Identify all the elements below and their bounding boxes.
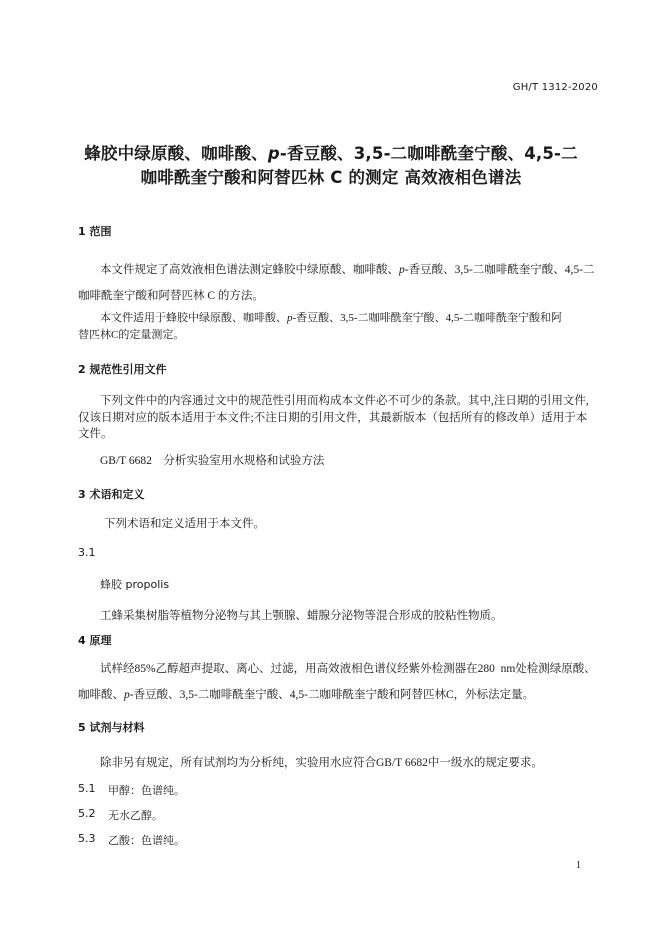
- s1-p1-line1: [100, 261, 595, 277]
- s4-line1: 试样经85%乙醇超声提取、离心、过滤，用高效液相色谱仪经紫外检测器在280 nm处检测绿原酸、: [100, 663, 596, 675]
- section-5-heading: 5 试剂与材料: [78, 721, 145, 734]
- title-line-1: [0, 140, 662, 164]
- s2-normative-reference: GB/T 6682 分析实验室用水规格和试验方法: [100, 455, 325, 467]
- s1-p2-line1-a: 本文件适用于蜂胶中绿原酸、咖啡酸、: [100, 312, 287, 324]
- s1-p2-line1-b: -香豆酸、3,5-二咖啡酰奎宁酸、4,5-二咖啡酰奎宁酸和阿: [292, 312, 562, 324]
- s5-item-3-text: 乙酸：色谱纯。: [108, 835, 185, 847]
- s5-item-2-number: 5.2: [78, 807, 96, 820]
- s5-item-2-text: 无水乙醇。: [108, 810, 163, 822]
- title-line-2: 咖啡酰奎宁酸和阿替匹林 C 的测定 高效液相色谱法: [140, 168, 522, 187]
- section-4-heading: 4 原理: [78, 634, 112, 647]
- s1-p2-line1: [100, 309, 562, 325]
- s4-line2-b: -香豆酸、3,5-二咖啡酰奎宁酸、4,5-二咖啡酰奎宁酸和阿替匹林C，外标法定量。: [129, 689, 535, 701]
- s1-p2-line1-italic: p: [287, 312, 293, 324]
- section-1-heading: 1 范围: [78, 225, 112, 238]
- term-number: 3.1: [78, 546, 96, 559]
- s5-item-1-number: 5.1: [78, 782, 96, 795]
- s5-paragraph: 除非另有规定，所有试剂均为分析纯，实验用水应符合GB/T 6682中一级水的规定要求。: [100, 757, 543, 769]
- s3-paragraph: 下列术语和定义适用于本文件。: [104, 518, 265, 530]
- standard-number: GH/T 1312-2020: [512, 82, 598, 93]
- s5-item-3-number: 5.3: [78, 832, 96, 845]
- term-name: 蜂胶 propolis: [100, 578, 170, 591]
- s1-p2-line2: 替匹林C的定量测定。: [78, 329, 185, 341]
- s1-p1-line1-a: 本文件规定了高效液相色谱法测定蜂胶中绿原酸、咖啡酸、: [100, 264, 399, 276]
- page-number: 1: [576, 860, 581, 871]
- title-line-1-italic: p: [267, 144, 280, 163]
- s5-item-1-text: 甲醇：色谱纯。: [108, 785, 185, 797]
- s4-line2-italic: p: [124, 689, 130, 701]
- s1-p1-line1-italic: p: [399, 264, 405, 276]
- s1-p1-line1-b: -香豆酸、3,5-二咖啡酰奎宁酸、4,5-二: [404, 264, 595, 276]
- s4-line2-a: 咖啡酸、: [78, 689, 124, 701]
- title-line-1-after: -香豆酸、3,5-二咖啡酰奎宁酸、4,5-二: [279, 144, 578, 163]
- s2-paragraph: 下列文件中的内容通过文中的规范性引用而构成本文件必不可少的条款。其中,注日期的引用文件,仅该日期对应的版本适用于本文件;不注日期的引用文件，其最新版本（包括所有的修改单）适用于本文件。: [78, 395, 589, 440]
- section-3-heading: 3 术语和定义: [78, 488, 145, 501]
- section-2-heading: 2 规范性引用文件: [78, 363, 167, 376]
- title-line-1-before: 蜂胶中绿原酸、咖啡酸、: [84, 144, 268, 163]
- term-definition: 工蜂采集树脂等植物分泌物与其上颚腺、蜡腺分泌物等混合形成的胶粘性物质。: [100, 610, 503, 622]
- s4-line2: [78, 686, 534, 702]
- s1-p1-line2: 咖啡酰奎宁酸和阿替匹林 C 的方法。: [78, 290, 264, 302]
